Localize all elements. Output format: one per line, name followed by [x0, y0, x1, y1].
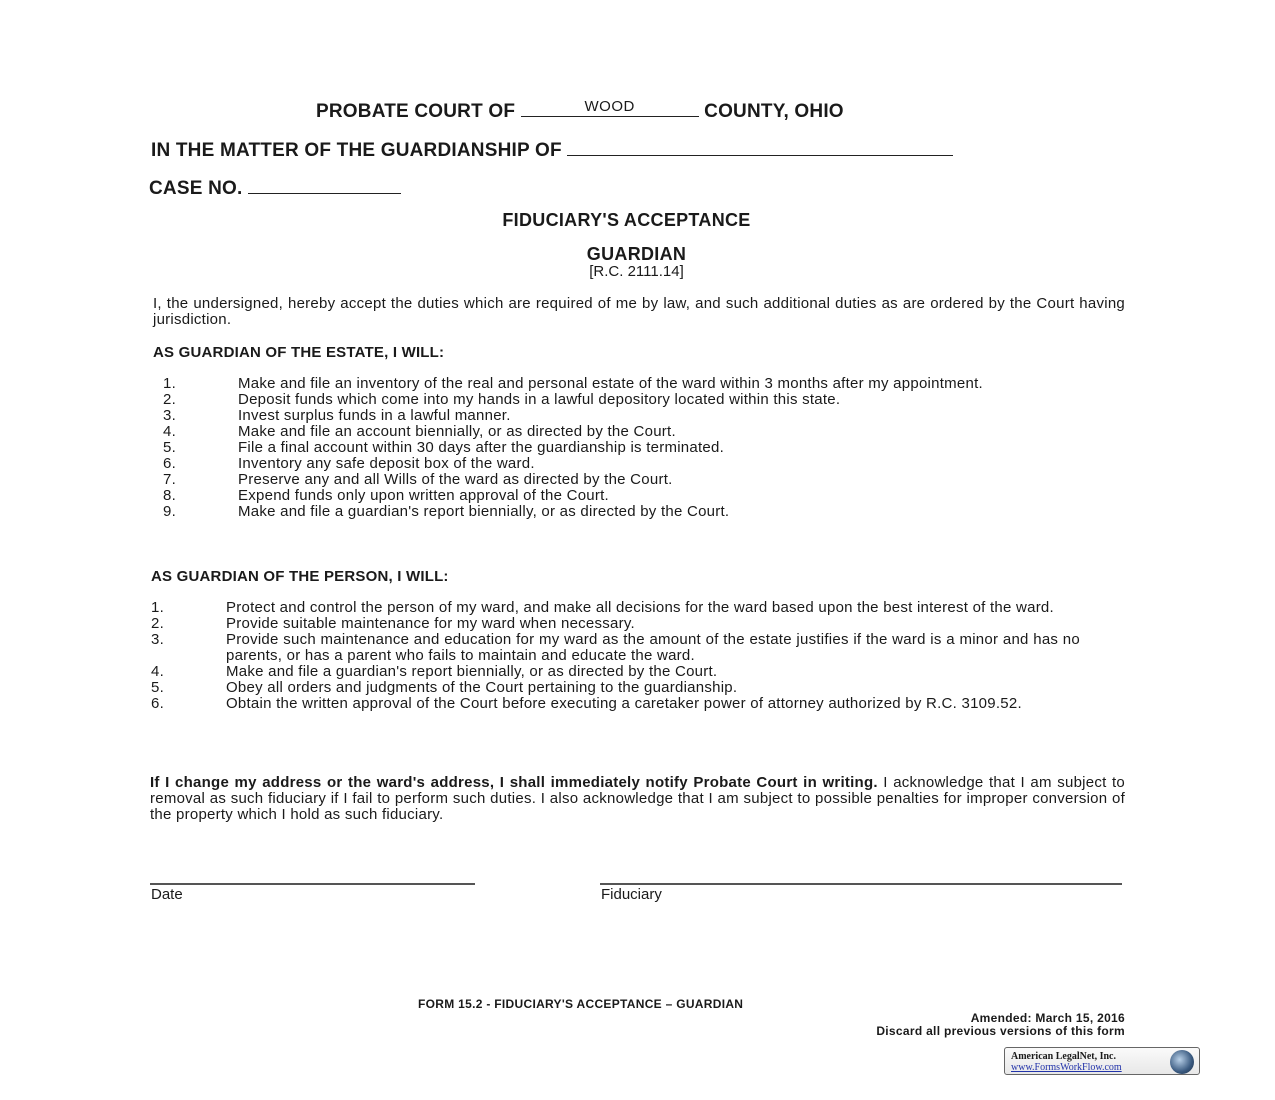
form-subtitle: GUARDIAN	[586, 244, 687, 264]
form-title: FIDUCIARY'S ACCEPTANCE	[502, 210, 751, 230]
item-text: Make and file a guardian's report biennially, or as directed by the Court.	[238, 503, 730, 520]
item-number: 4.	[151, 663, 165, 680]
logo-company: American LegalNet, Inc.	[1011, 1051, 1116, 1062]
court-header	[316, 98, 844, 123]
list-item	[163, 376, 1080, 392]
list-item	[163, 472, 1080, 488]
item-number: 5.	[151, 679, 165, 696]
item-number: 1.	[163, 375, 177, 392]
item-number: 3.	[151, 631, 165, 648]
item-text: Provide suitable maintenance for my ward when necessary.	[226, 615, 635, 632]
item-text: Expend funds only upon written approval of the Court.	[238, 487, 609, 504]
amended-date: Amended: March 15, 2016	[970, 1011, 1125, 1025]
county-value: WOOD	[584, 98, 635, 115]
fiduciary-signature-line[interactable]	[600, 883, 1122, 885]
court-suffix: COUNTY, OHIO	[704, 101, 844, 122]
case-line	[149, 175, 401, 200]
estate-heading: AS GUARDIAN OF THE ESTATE, I WILL:	[153, 344, 445, 361]
intro-paragraph: I, the undersigned, hereby accept the duties which are required of me by law, and such additional duties as are ordered by the Court having jurisdiction.	[153, 295, 1125, 328]
item-text: Make and file an account biennially, or as directed by the Court.	[238, 423, 676, 440]
list-item	[151, 600, 1080, 616]
case-label: CASE NO.	[149, 178, 243, 199]
ward-name-field[interactable]	[567, 137, 953, 156]
list-item	[163, 424, 1080, 440]
list-item	[163, 408, 1080, 424]
list-item	[163, 504, 1080, 520]
item-text: Protect and control the person of my ward, and make all decisions for the ward based upon the best interest of the ward.	[226, 599, 1054, 616]
item-text: Invest surplus funds in a lawful manner.	[238, 407, 511, 424]
list-item	[163, 392, 1080, 408]
globe-icon	[1170, 1050, 1194, 1074]
estate-duties-list	[163, 376, 1080, 520]
case-number-field[interactable]	[248, 175, 401, 194]
item-number: 7.	[163, 471, 177, 488]
list-item	[151, 680, 1080, 696]
item-number: 6.	[163, 455, 177, 472]
item-text: Inventory any safe deposit box of the ward.	[238, 455, 535, 472]
statute-citation: [R.C. 2111.14]	[589, 263, 684, 280]
item-number: 1.	[151, 599, 165, 616]
item-text: File a final account within 30 days after the guardianship is terminated.	[238, 439, 725, 456]
list-item	[163, 440, 1080, 456]
item-text: Obey all orders and judgments of the Court pertaining to the guardianship.	[226, 679, 738, 696]
item-text: Make and file an inventory of the real and personal estate of the ward within 3 months after my appointment.	[238, 375, 983, 392]
list-item	[151, 664, 1080, 680]
closing-acknowledgment: I acknowledge that I am subject to removal as such fiduciary if I fail to perform such duties. I also acknowledge that I am subject to possible penalties for improper conversion of the property which I hold as such fiduciary.	[150, 774, 1125, 823]
american-legalnet-logo[interactable]	[1004, 1047, 1200, 1075]
item-text: Obtain the written approval of the Court before executing a caretaker power of attorney authorized by R.C. 3109.52.	[226, 695, 1022, 712]
date-signature-line[interactable]	[150, 883, 475, 885]
matter-label: IN THE MATTER OF THE GUARDIANSHIP OF	[151, 140, 562, 161]
item-text: Deposit funds which come into my hands in a lawful depository located within this state.	[238, 391, 841, 408]
closing-paragraph	[150, 775, 1125, 823]
item-number: 3.	[163, 407, 177, 424]
logo-url[interactable]: www.FormsWorkFlow.com	[1011, 1062, 1122, 1073]
fiduciary-label: Fiduciary	[601, 886, 662, 903]
item-number: 2.	[151, 615, 165, 632]
item-number: 4.	[163, 423, 177, 440]
county-field[interactable]	[521, 98, 699, 117]
list-item	[151, 632, 1080, 664]
form-identifier: FORM 15.2 - FIDUCIARY'S ACCEPTANCE – GUARDIAN	[418, 997, 744, 1011]
court-prefix: PROBATE COURT OF	[316, 101, 516, 122]
item-number: 8.	[163, 487, 177, 504]
person-duties-list	[151, 600, 1080, 712]
item-text: Provide such maintenance and education for my ward as the amount of the estate justifies if the ward is a minor and has no parents, or has a parent who fails to maintain and educate the ward.	[226, 631, 1080, 664]
discard-notice: Discard all previous versions of this form	[876, 1024, 1125, 1038]
item-number: 9.	[163, 503, 177, 520]
date-label: Date	[151, 886, 183, 903]
list-item	[163, 456, 1080, 472]
list-item	[151, 616, 1080, 632]
item-text: Make and file a guardian's report biennially, or as directed by the Court.	[226, 663, 718, 680]
person-heading: AS GUARDIAN OF THE PERSON, I WILL:	[151, 568, 449, 585]
list-item	[151, 696, 1080, 712]
item-text: Preserve any and all Wills of the ward as directed by the Court.	[238, 471, 673, 488]
matter-line	[151, 137, 953, 162]
list-item	[163, 488, 1080, 504]
closing-notice-bold: If I change my address or the ward's address, I shall immediately notify Probate Court in writing.	[150, 774, 878, 791]
item-number: 2.	[163, 391, 177, 408]
item-number: 5.	[163, 439, 177, 456]
item-number: 6.	[151, 695, 165, 712]
